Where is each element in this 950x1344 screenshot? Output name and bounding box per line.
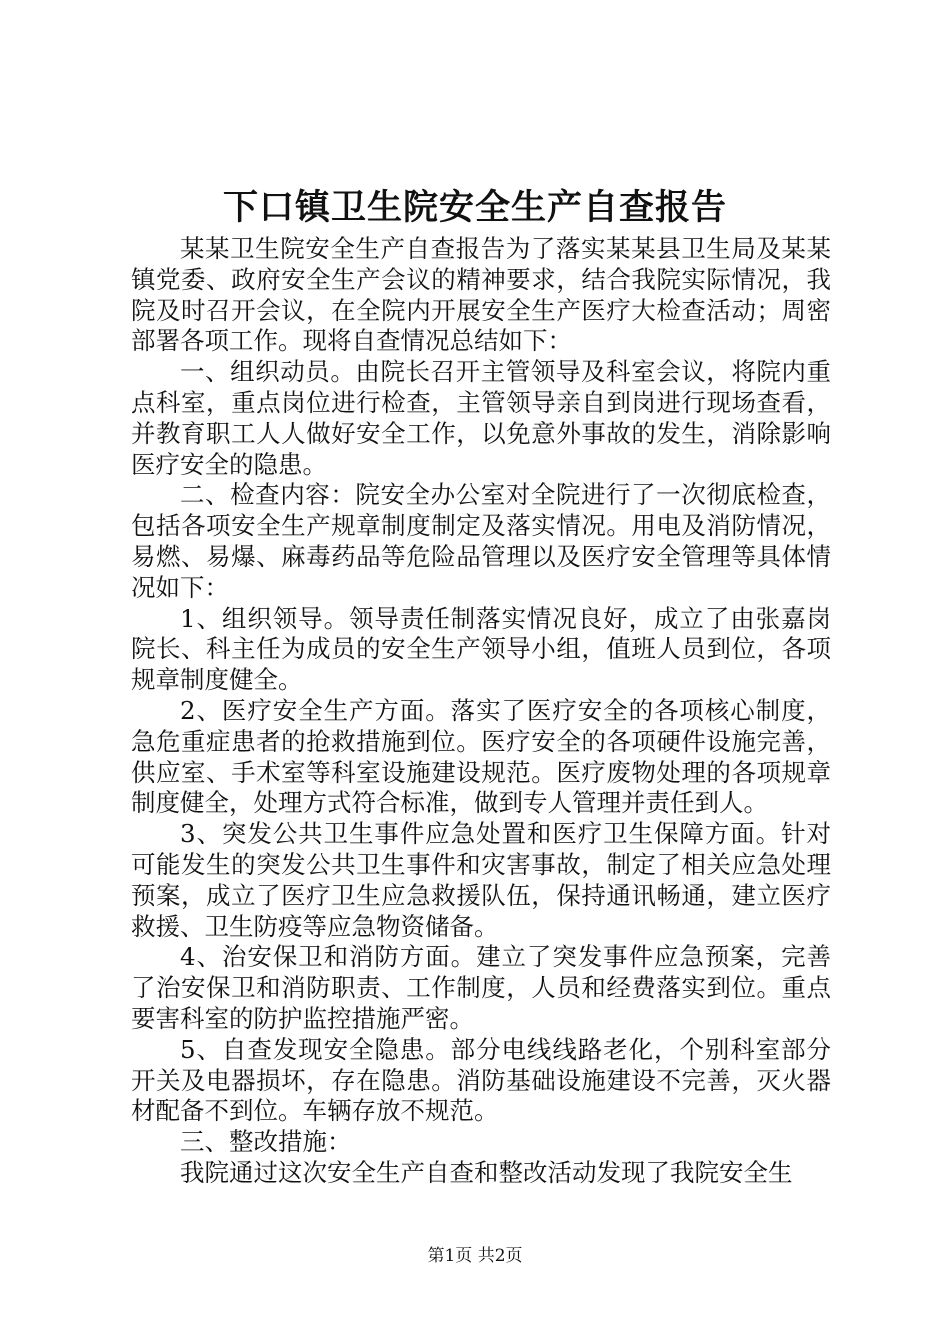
page-number-footer: 第1页 共2页 [427,1246,523,1266]
document-title: 下口镇卫生院安全生产自查报告 [222,187,727,228]
paragraph-section-1: 一、组织动员。由院长召开主管领导及科室会议，将院内重点科室，重点岗位进行检查，主管领导亲自到岗进行现场查看，并教育职工人人做好安全工作，以免意外事故的发生，消除影响医疗安全的隐患。 [131,357,831,479]
paragraph-section-2: 二、检查内容：院安全办公室对全院进行了一次彻底检查，包括各项安全生产规章制度制定及落实情况。用电及消防情况，易燃、易爆、麻毒药品等危险品管理以及医疗安全管理等具体情况如下： [131,480,831,602]
document-body [131,234,831,1189]
paragraph-item-1: 1、组织领导。领导责任制落实情况良好，成立了由张嘉岗院长、科主任为成员的安全生产领导小组，值班人员到位，各项规章制度健全。 [131,603,831,695]
paragraph-item-2: 2、医疗安全生产方面。落实了医疗安全的各项核心制度，急危重症患者的抢救措施到位。医疗安全的各项硬件设施完善，供应室、手术室等科室设施建设规范。医疗废物处理的各项规章制度健全，处理方式符合标准，做到专人管理并责任到人。 [131,695,831,818]
paragraph-item-5: 5、自查发现安全隐患。部分电线线路老化，个别科室部分开关及电器损坏，存在隐患。消防基础设施建设不完善，灭火器材配备不到位。车辆存放不规范。 [131,1034,831,1126]
paragraph-item-3: 3、突发公共卫生事件应急处置和医疗卫生保障方面。针对可能发生的突发公共卫生事件和灾害事故，制定了相关应急处理预案，成立了医疗卫生应急救援队伍，保持通讯畅通，建立医疗救援、卫生防疫等应急物资储备。 [131,819,831,941]
paragraph-section-3: 三、整改措施： [180,1127,352,1157]
paragraph-intro: 某某卫生院安全生产自查报告为了落实某某县卫生局及某某镇党委、政府安全生产会议的精神要求，结合我院实际情况，我院及时召开会议，在全院内开展安全生产医疗大检查活动；周密部署各项工作。现将自查情况总结如下： [131,234,831,356]
paragraph-closing: 我院通过这次安全生产自查和整改活动发现了我院安全生 [180,1157,793,1187]
paragraph-item-4: 4、治安保卫和消防方面。建立了突发事件应急预案，完善了治安保卫和消防职责、工作制度，人员和经费落实到位。重点要害科室的防护监控措施严密。 [131,942,831,1033]
